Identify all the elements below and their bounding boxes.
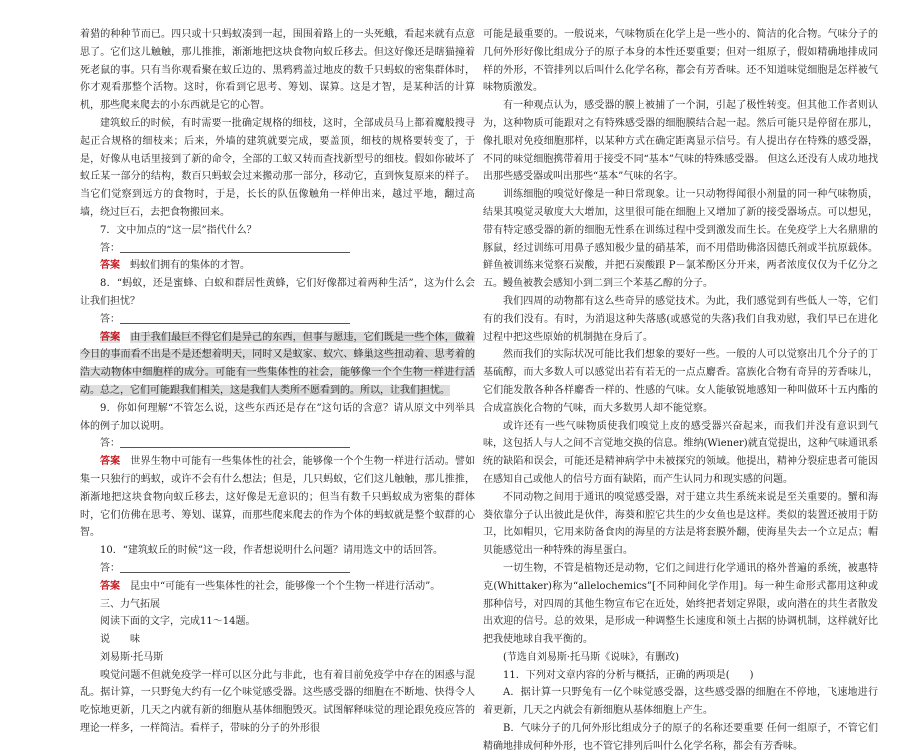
question-7: 7．文中加点的“这一层”指代什么？ [100, 224, 257, 236]
answer-8: 答案 由于我们最巨不得它们是异己的东西，但事与愿违，它们既是一些个体，做着今日的事而看不出是不是还想着明天，同时又是蚁家、蚁穴、蜂巢这些扭动着、思考着的浩大动物体中细胞样的成分。可能有一些集体性的社会，能够像一个个生物一样进行活动。总之，它们可能跟我们相关，这是我们人类所不愿看到的。所以，让我们担忧。 [80, 331, 476, 396]
answer-9: 答案 世界生物中可能有一些集体性的社会，能够像一个个生物一样进行活动。譬如集一只独行的蚂蚁，或许不会有什么想法；但是，几只蚂蚁，它们这儿触触，那儿推推，渐渐地把这块食物向蚁丘移去，这好像是无意识的；但当有数千只蚂蚁成为密集的群体时，它们仿佛在思考、筹划、谋算，而那些爬来爬去的作为个体的蚂蚁就是整个蚁群的心智。 [80, 456, 476, 539]
answer-line-10: 答： [80, 560, 475, 578]
answer-label: 答案 [100, 580, 120, 592]
question-8: 8．“蚂蚁，还是蜜蜂、白蚁和群居性黄蜂，它们好像都过着两种生活”，这为什么会让我们担忧？ [80, 278, 475, 307]
article-paragraph: 不同动物之间用于通讯的嗅觉感受器，对于建立共生系统来说是至关重要的。蟹和海葵依靠分子认出彼此是伙伴，海葵和腔它共生的少女鱼也是这样。类似的装置还被用于防卫，比如帽贝，它用来防备食肉的海星的方法是将套膜外翻，使海星失去一个立足点；帽贝能感觉出一种特殊的海星蛋白。 [483, 491, 878, 557]
article-paragraph: 或许还有一些气味物质使我们嗅觉上皮的感受器兴奋起来，而我们并没有意识到气味，这包括人与人之间不言觉地交换的信息。维纳(Wiener)就直觉提出，这种气味通讯系统的缺陷和误会，可能还是精神病学中未被探究的领域。他提出，精神分裂症患者可能因在感知自己或他人的信号方面有缺陷，而产生认同力和现实感的问题。 [483, 420, 878, 485]
article-paragraph: 有一种观点认为，感受器的膜上被捕了一个洞，引起了极性转变。但其他工作者则认为，这种物质可能跟对之有特殊感受器的细胞膜结合起一起。然后可能只是停留在那儿，像扎眼对免疫细胞那样，以某种方式在确定距离显示信号。有人提出存在特殊的感受器，不同的味觉细胞携带着用于接受不同“基本”气味的特殊感受器。 但这么还没有人成功地找出那些感受器或叫出那些“基本”气味的名字。 [483, 100, 878, 183]
answer-blank [120, 437, 350, 448]
answer-label: 答案 [100, 260, 120, 272]
right-column [483, 26, 878, 756]
answer-line-8: 答： [80, 311, 475, 329]
question-11: 11．下列对文章内容的分析与概括，正确的两项是( ) [503, 669, 754, 681]
answer-line-9: 答： [80, 435, 475, 453]
option-b: B．气味分子的几何外形比组成分子的原子的名称还要重要 任何一组原子，不管它们精确地排成何种外形，也不管它排列后叫什么化学名称，都会有芳香味。 [483, 723, 878, 752]
article-author: 刘易斯·托马斯 [100, 651, 164, 663]
article-paragraph: 然而我们的实际状况可能比我们想象的要好一些。一般的人可以觉察出几个分子的丁基硫醇，而大多数人可以感觉出若有若无的一点点麝香。富族化合物有奇异的芳香味儿，它们能发散各种各样麝香一样的、性感的气味。女人能敏锐地感知一种叫做环十五内酯的合成富族化合物的气味，而大多数男人却不能觉察。 [483, 349, 878, 414]
article-paragraph: 一切生物，不管是植物还是动物，它们之间进行化学通讯的格外普遍的系统，被惠特克(Whittaker)称为“allelochemics”[不同种间化学作用]。每一种生命形式都用这种或那种信号，对四周的其他生物宣布它在近处，始终把者划定界限，或向潜在的共生者散发出欢迎的信号。总的效果，是形成一种调整生长速度和领土占据的协调机制，这样就好比把我使地球自我平衡的。 [483, 562, 878, 646]
section-heading: 三、力气拓展 [100, 598, 160, 610]
article-paragraph: 嗅觉问题不但就免疫学一样可以区分此与非此，也有着目前免疫学中存在的困惑与混乱。据计算，一只野兔大约有一亿个味觉感受器。这些感受器的细胞在不断地、快得令人吃惊地更新，几天之内就有新的细胞从基体细胞毁灭。试图解释味觉的理论跟免疫应答的理论一样多，一样简洁。看样子，带味的分子的外形很 [80, 669, 475, 735]
article-title: 说 味 [100, 634, 140, 646]
question-10: 10．“建筑蚁丘的时候”这一段，作者想说明什么问题？请用选文中的话回答。 [100, 545, 443, 557]
paragraph-anthill: 建筑蚁丘的时候，有时需要一批确定规格的细枝，这时，全部成员马上都着魔般搜寻起正合规格的细枝来；后来，外墙的建筑就要完成，要盖顶，细枝的规格要转变了，于是，好像从电话里接到了新的命令，全部的工蚁又转而查找新型号的细枝。假如你破坏了蚁丘某一部分的结构，数百只蚂蚁会过来搬动那一部分，移动它，直到恢复原来的样子。当它们觉察到远方的食物时，于是，长长的队伍像触角一样伸出来，越过平地，翻过高墙，绕过巨石，去把食物搬回来。 [80, 117, 475, 218]
left-column [80, 26, 475, 738]
answer-blank [120, 313, 350, 324]
answer-blank [120, 562, 350, 573]
answer-10: 答案 昆虫中“可能有一些集体性的社会，能够像一个个生物一样进行活动”。 [100, 580, 441, 592]
reading-instruction: 阅读下面的文字，完成11～14题。 [100, 616, 256, 628]
article-paragraph: 可能是最重要的。一般说来，气味物质在化学上是一些小的、简洁的化合物。气味分子的几何外形好像比组成分子的原子本身的本性还要重要；但对一组原子，假如精确地排成同样的外形，不管排列以后叫什么化学名称，都会有芳香味。还不知道味觉细胞是怎样被气味物质激发。 [483, 29, 878, 94]
article-source: (节选自刘易斯·托马斯《说味》，有删改) [503, 651, 679, 663]
answer-label: 答案 [100, 456, 121, 468]
answer-label: 答案 [100, 331, 121, 343]
answer-blank [120, 242, 350, 253]
option-a: A．据计算一只野兔有一亿个味觉感受器，这些感受器的细胞在不停地，飞速地进行着更新，几天之内就会有新细胞从基体细胞上产生。 [483, 687, 878, 717]
question-9: 9．你如何理解“不管怎么说，这些东西还是存在”这句话的含意？请从原文中列举具体的例子加以说明。 [80, 402, 475, 432]
answer-7: 答案 蚂蚁们拥有的集体的才智。 [100, 260, 250, 272]
answer-line-7: 答： [80, 240, 475, 258]
paragraph-ant-group: 着猎的种种节而已。四只或十只蚂蚁凑到一起，围围着路上的一头死蛾，看起来就有点意思了。它们这儿触触，那儿推推，渐渐地把这块食物向蚁丘移去。但这好像还是瞎猫撞着死老鼠的事。只有当你观看聚在蚁丘边的、黑鸦鸦盖过地皮的数千只蚂蚁的密集群体时，你才观看那整个活物。这时，你看到它思考、筹划、谋算。这是才智，是某种活的计算机，那些爬来爬去的小东西就是它的心智。 [80, 29, 475, 112]
article-paragraph: 我们四周的动物都有这么些奇异的感觉技术。为此，我们感觉到有些低人一等，它们有的我们没有。有时，为消退这种失落感(或感觉的失落)我们自我劝慰，我们早已在进化过程中把这些原始的机制抛在身后了。 [483, 295, 878, 343]
article-paragraph: 训练细胞的嗅觉好像是一种日常现象。让一只动物得闻很小剂量的同一种气味物质，结果其嗅觉灵敏度大大增加，这里很可能在细胞上又增加了新的接受器场点。可以想见，带有特定感受器的新的细胞无性系在训练过程中受到激发而生长。在免疫学上大名鼎鼎的豚鼠，经过训练可用鼻子感知极少量的硝基苯，而不用借助佛洛因德氏剂或半抗原载体。 鲜鱼被训练来觉察石炭酸，并把石炭酸跟 P－氯苯酚区分开来，两者浓度仅仅为千亿分之五。鳗鱼被教会感知小到二到三个苯基乙醇的分子。 [483, 189, 878, 290]
